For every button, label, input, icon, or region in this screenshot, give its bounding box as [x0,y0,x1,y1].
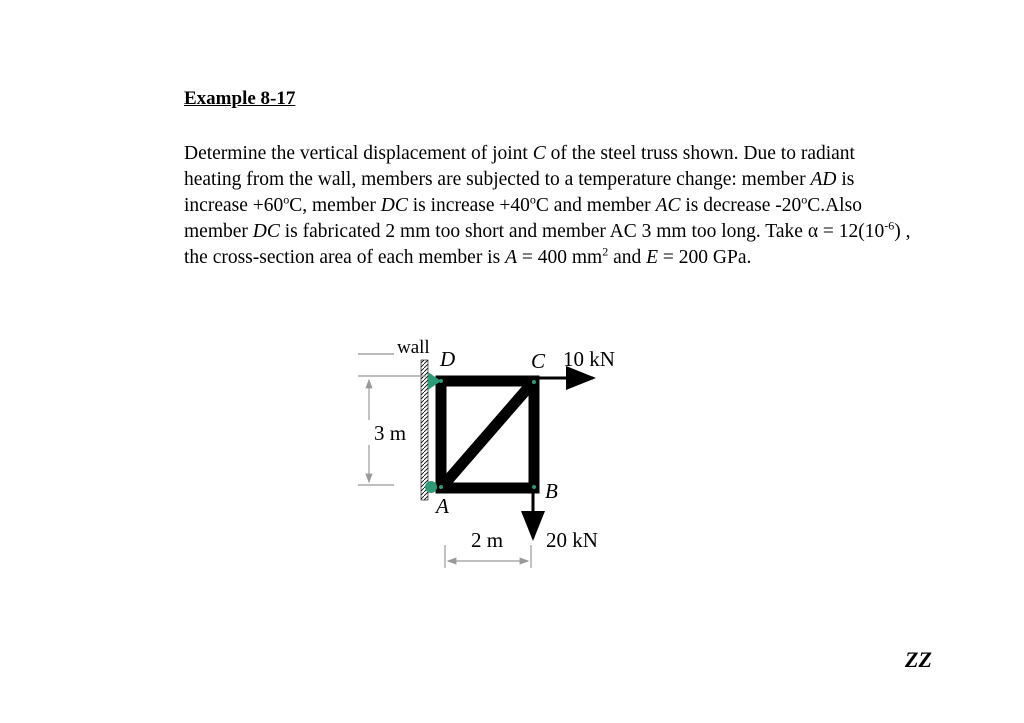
example-title: Example 8-17 [184,88,296,109]
joint-pin-a [439,485,443,489]
load-label-20kn: 20 kN [546,528,598,552]
joint-label-c: C [531,349,546,373]
truss-members [441,381,534,488]
wall [421,360,428,500]
joint-pin-b [532,485,536,489]
wall-label: wall [397,337,430,358]
corner-logo: ZZ [905,647,932,672]
joint-label-a: A [436,494,449,518]
width-label: 2 m [471,528,504,552]
height-label: 3 m [374,421,407,445]
problem-statement: Determine the vertical displacement of joint C of the steel truss shown. Due to radiant heating from the wall, members are subjected to a temperature change: member AD is increase $+60^oC$, member DC is increase $+40^oC$ and member AC is decrease -20$^o$C.Also member DC is fabricated 2 mm too short and member AC 3 mm too long. Take $\alpha = 12(10^{-6})$ , the cross-section area of each member is A = 400 $mm^2$ and E = 200 GPa. [184,143,911,268]
joint-label-d: D [440,347,456,371]
load-label-10kn: 10 kN [563,347,615,371]
member-ac [441,381,534,488]
roller-support-a [425,481,437,493]
joint-pin-c [532,380,536,384]
joint-label-b: B [545,479,558,503]
joint-pin-d [439,379,443,383]
